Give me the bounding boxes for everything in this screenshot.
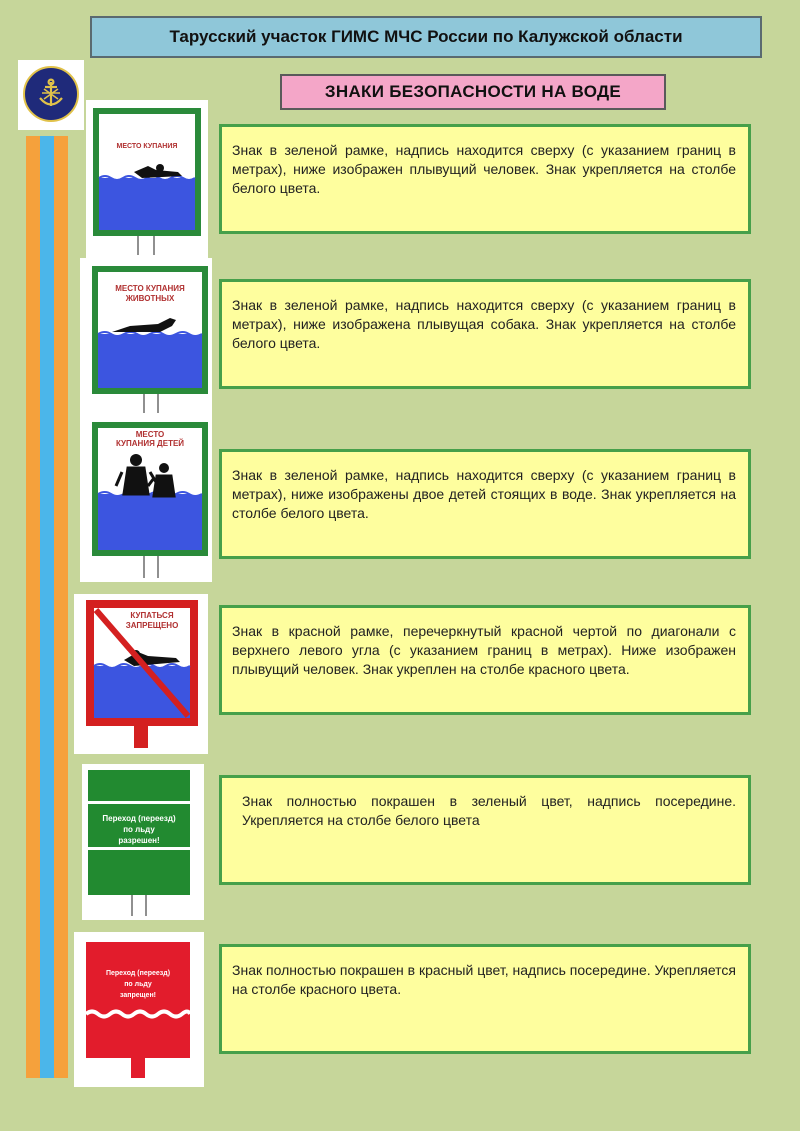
- description-text: Знак в зеленой рамке, надпись находится сверху (с указанием границ в метрах), ниже изображена плывущая собака. Знак укрепляется на столбе белого цвета.: [232, 297, 736, 351]
- description-text: Знак в зеленой рамке, надпись находится сверху (с указанием границ в метрах), ниже изображен плывущий человек. Знак укрепляется на столбе белого цвета.: [232, 142, 736, 196]
- description-box: [219, 775, 751, 885]
- description-box: [219, 124, 751, 234]
- header-title: Тарусский участок ГИМС МЧС России по Калужской области: [169, 27, 683, 46]
- anchor-emblem-icon: [23, 66, 79, 122]
- sign-label: МЕСТО КУПАНИЯ: [116, 143, 178, 150]
- swimming-place-sign-icon: [86, 100, 208, 260]
- sign-label-line2: по льду: [124, 981, 152, 988]
- sign-label-line3: запрещен!: [119, 992, 157, 999]
- sign-label-line1: КУПАТЬСЯ: [130, 611, 174, 620]
- sign-label-line1: МЕСТО КУПАНИЯ: [115, 284, 185, 293]
- sign-card-no-swimming: [74, 594, 208, 754]
- description-text: Знак полностью покрашен в зеленый цвет, надпись посередине. Укрепляется на столбе белого цвета: [242, 793, 736, 828]
- sign-card-children: [80, 418, 212, 582]
- description-box: [219, 279, 751, 389]
- sign-label-line2: ЖИВОТНЫХ: [125, 294, 175, 303]
- sign-label-line1: МЕСТО: [135, 430, 165, 439]
- orange-stripe: [26, 136, 40, 1078]
- orange-stripe-2: [54, 136, 68, 1078]
- description-text: Знак полностью покрашен в красный цвет, надпись посередине. Укрепляется на столбе красного цвета.: [232, 962, 736, 997]
- sign-card-ice-allowed: [82, 764, 204, 920]
- blue-stripe: [40, 136, 54, 1078]
- sign-label-line2: КУПАНИЯ ДЕТЕЙ: [115, 439, 185, 448]
- section-title: [280, 74, 666, 110]
- description-text: Знак в красной рамке, перечеркнутый красной чертой по диагонали с верхнего левого угла (с указанием границ в метрах). Ниже изображен плывущий человек. Знак укреплен на столбе красного цвета.: [232, 623, 736, 677]
- sign-card-animals: [80, 258, 212, 418]
- description-box: [219, 449, 751, 559]
- sign-label-line3: разрешен!: [118, 836, 160, 845]
- description-box: [219, 944, 751, 1054]
- sign-label-line1: Переход (переезд): [105, 970, 171, 977]
- sign-label-line1: Переход (переезд): [102, 814, 176, 823]
- sign-label-line2: ЗАПРЕЩЕНО: [125, 621, 179, 630]
- description-text: Знак в зеленой рамке, надпись находится сверху (с указанием границ в метрах), ниже изображены двое детей стоящих в воде. Знак укрепляется на столбе белого цвета.: [232, 467, 736, 521]
- description-box: [219, 605, 751, 715]
- emblem-card: [18, 60, 84, 130]
- section-title-text: ЗНАКИ БЕЗОПАСНОСТИ НА ВОДЕ: [324, 82, 622, 101]
- animal-bathing-sign-icon: [80, 258, 212, 418]
- sign-card-ice-forbidden: [74, 932, 204, 1087]
- page-header: [90, 16, 762, 58]
- ice-crossing-forbidden-sign-icon: [74, 932, 204, 1087]
- sign-card-swimming: [86, 100, 208, 260]
- sign-label-line2: по льду: [123, 825, 155, 834]
